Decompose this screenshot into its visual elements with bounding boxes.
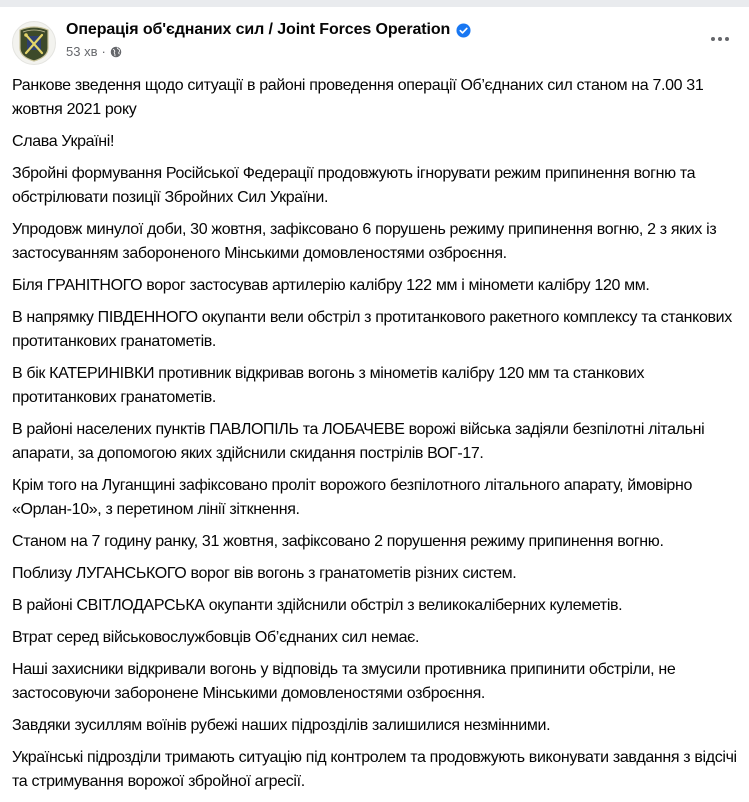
page-avatar[interactable] [12,21,56,65]
more-options-button[interactable] [705,29,735,49]
more-dot-icon [725,37,729,41]
post-timestamp-link[interactable]: 53 хв [66,44,98,59]
post-paragraph: Поблизу ЛУГАНСЬКОГО ворог вів вогонь з гранатометів різних систем. [12,565,517,582]
post-paragraph: Втрат серед військовослужбовців Об’єднаних сил немає. [12,629,420,646]
globe-icon[interactable] [110,46,122,58]
post-meta [66,44,122,59]
post-paragraph: Українські підрозділи тримають ситуацію під контролем та продовжують виконувати завдання з відсічі та стримування ворожої збройної агресії. [12,749,737,790]
post-paragraph: Завдяки зусиллям воїнів рубежі наших підрозділів залишилися незмінними. [12,717,551,734]
meta-separator: · [101,44,106,59]
post-paragraph: Станом на 7 годину ранку, 31 жовтня, зафіксовано 2 порушення режиму припинення вогню. [12,533,664,550]
joint-forces-emblem-icon [17,24,51,62]
page-name-link[interactable]: Операція об'єднаних сил / Joint Forces Operation [66,21,451,38]
post-paragraph: Ранкове зведення щодо ситуації в районі проведення операції Об’єднаних сил станом на 7.00 31 жовтня 2021 року [12,77,704,118]
post-paragraph: Збройні формування Російської Федерації продовжують ігнорувати режим припинення вогню та обстрілювати позиції Збройних Сил України. [12,165,696,206]
more-dot-icon [718,37,722,41]
post-paragraph: В бік КАТЕРИНІВКИ противник відкривав вогонь з мінометів калібру 120 мм та станкових протитанкових гранатометів. [12,365,645,406]
post-body [12,74,740,802]
more-dot-icon [711,37,715,41]
post-paragraph: Біля ГРАНІТНОГО ворог застосував артилерію калібру 122 мм і міномети калібру 120 мм. [12,277,650,294]
post-paragraph: В районі населених пунктів ПАВЛОПІЛЬ та ЛОБАЧЕВЕ ворожі війська задіяли безпілотні літальні апарати, за допомогою яких здійснили скидання пострілів ВОГ-17. [12,421,705,462]
post-paragraph: Упродовж минулої доби, 30 жовтня, зафіксовано 6 порушень режиму припинення вогню, 2 з яких із застосуванням забороненого Мінськими домовленостями озброєння. [12,221,717,262]
post-paragraph: В районі СВІТЛОДАРСЬКА окупанти здійснили обстріл з великокаліберних кулеметів. [12,597,623,614]
verified-badge-icon [456,23,471,38]
post-paragraph: Крім того на Луганщині зафіксовано проліт ворожого безпілотного літального апарату, ймовірно «Орлан-10», з перетином лінії зіткнення. [12,477,692,518]
post-paragraph: Слава Україні! [12,133,115,150]
page-name-row [66,21,471,39]
post-paragraph: Наші захисники відкривали вогонь у відповідь та змусили противника припинити обстріли, не застосовуючи заборонене Мінськими домовленостями озброєння. [12,661,676,702]
post-paragraph: В напрямку ПІВДЕННОГО окупанти вели обстріл з протитанкового ракетного комплексу та станкових протитанкових гранатометів. [12,309,732,350]
top-divider-strip [0,0,749,7]
post-header [0,7,749,67]
